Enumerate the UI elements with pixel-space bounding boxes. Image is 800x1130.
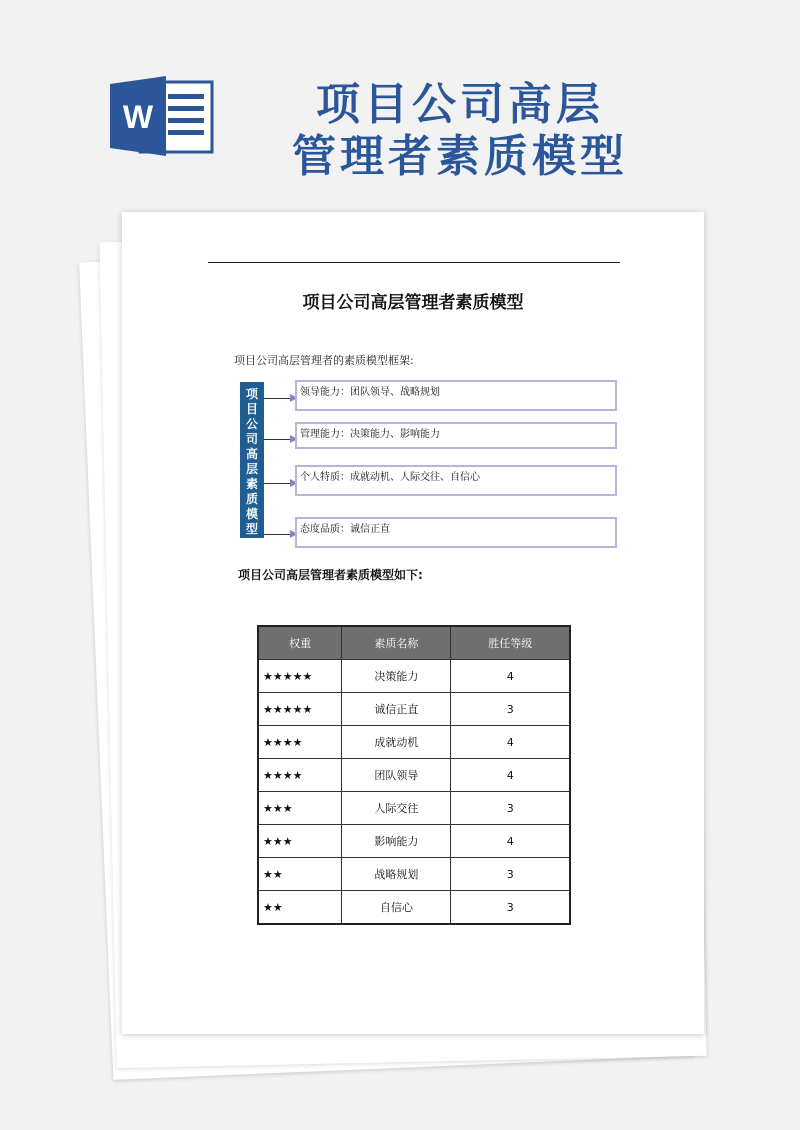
competency-cell: 团队领导 xyxy=(342,759,451,792)
table-row xyxy=(258,792,570,825)
banner-title-line2: 管理者素质模型 xyxy=(292,131,628,182)
framework-box-leadership xyxy=(295,380,617,411)
model-subheading: 项目公司高层管理者素质模型如下: xyxy=(238,568,423,582)
competency-cell: 决策能力 xyxy=(342,660,451,693)
vertical-label-char: 公 xyxy=(245,417,258,431)
weight-cell: ★★★★★ xyxy=(258,660,342,693)
framework-arrow xyxy=(264,534,297,535)
table-row xyxy=(258,726,570,759)
level-cell: 4 xyxy=(451,726,570,759)
level-cell: 3 xyxy=(451,858,570,891)
competency-cell: 战略规划 xyxy=(342,858,451,891)
table-row xyxy=(258,891,570,925)
framework-box-attitude xyxy=(295,517,617,548)
weight-cell: ★★★★ xyxy=(258,726,342,759)
weight-cell: ★★★★★ xyxy=(258,693,342,726)
vertical-label-char: 目 xyxy=(245,402,258,416)
weight-cell: ★★★ xyxy=(258,825,342,858)
vertical-label-char: 高 xyxy=(245,447,258,461)
column-header-level: 胜任等级 xyxy=(451,626,570,660)
vertical-label-char: 型 xyxy=(245,522,258,536)
weight-cell: ★★ xyxy=(258,891,342,925)
banner-title-line1: 项目公司高层 xyxy=(316,79,604,130)
header-rule xyxy=(208,262,620,263)
weight-cell: ★★★★ xyxy=(258,759,342,792)
level-cell: 3 xyxy=(451,693,570,726)
framework-vertical-label xyxy=(240,382,264,538)
level-cell: 3 xyxy=(451,891,570,925)
competency-cell: 人际交往 xyxy=(342,792,451,825)
framework-item-text: 个人特质：成就动机、人际交往、自信心 xyxy=(300,472,480,483)
svg-text:W: W xyxy=(122,99,154,135)
table-row xyxy=(258,858,570,891)
table-header-row xyxy=(258,626,570,660)
vertical-label-char: 质 xyxy=(245,492,258,506)
vertical-label-char: 项 xyxy=(245,387,258,401)
competency-cell: 成就动机 xyxy=(342,726,451,759)
weight-cell: ★★ xyxy=(258,858,342,891)
table-row xyxy=(258,825,570,858)
framework-arrow xyxy=(264,439,297,440)
word-icon xyxy=(110,76,214,156)
framework-arrow xyxy=(264,398,297,399)
column-header-competency: 素质名称 xyxy=(342,626,451,660)
document-title: 项目公司高层管理者素质模型 xyxy=(302,293,524,313)
competency-cell: 影响能力 xyxy=(342,825,451,858)
column-header-weight: 权重 xyxy=(258,626,342,660)
level-cell: 4 xyxy=(451,825,570,858)
level-cell: 4 xyxy=(451,759,570,792)
framework-item-text: 管理能力：决策能力、影响能力 xyxy=(300,429,440,440)
document-page xyxy=(122,212,704,1034)
weight-cell: ★★★ xyxy=(258,792,342,825)
table-row xyxy=(258,759,570,792)
framework-box-management xyxy=(295,422,617,449)
level-cell: 4 xyxy=(451,660,570,693)
vertical-label-char: 司 xyxy=(245,432,258,446)
vertical-label-char: 模 xyxy=(245,507,258,521)
vertical-label-char: 素 xyxy=(245,477,258,491)
vertical-label-char: 层 xyxy=(245,462,258,476)
framework-arrow xyxy=(264,483,297,484)
competency-cell: 诚信正直 xyxy=(342,693,451,726)
framework-item-text: 态度品质：诚信正直 xyxy=(300,524,390,535)
competency-table xyxy=(257,625,571,925)
framework-intro: 项目公司高层管理者的素质模型框架: xyxy=(234,354,414,367)
table-row xyxy=(258,693,570,726)
competency-cell: 自信心 xyxy=(342,891,451,925)
level-cell: 3 xyxy=(451,792,570,825)
table-row xyxy=(258,660,570,693)
framework-box-personal-traits xyxy=(295,465,617,496)
framework-item-text: 领导能力：团队领导、战略规划 xyxy=(300,387,440,398)
